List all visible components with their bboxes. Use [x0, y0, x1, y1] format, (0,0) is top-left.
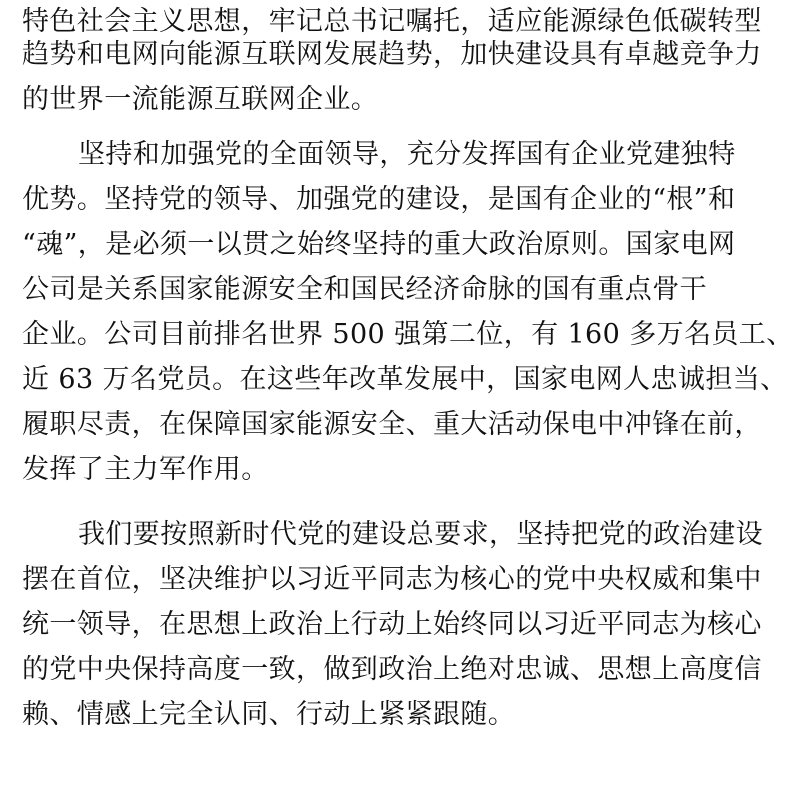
text-line: 的党中央保持高度一致，做到政治上绝对忠诚、思想上高度信 [22, 654, 762, 685]
text-line: 趋势和电网向能源互联网发展趋势，加快建设具有卓越竞争力 [22, 39, 762, 70]
paragraph-first-line: 坚持和加强党的全面领导，充分发挥国有企业党建独特 [78, 139, 736, 170]
text-line: 赖、情感上完全认同、行动上紧紧跟随。 [22, 699, 516, 730]
paragraph-first-line: 我们要按照新时代党的建设总要求，坚持把党的政治建设 [78, 519, 763, 550]
text-line: 的世界一流能源互联网企业。 [22, 84, 379, 115]
text-line: 发挥了主力军作用。 [22, 454, 269, 485]
text-line: 履职尽责，在保障国家能源安全、重大活动保电中冲锋在前， [22, 409, 762, 440]
text-line: 企业。公司目前排名世界 500 强第二位，有 160 多万名员工、 [22, 319, 794, 350]
text-line: 近 63 万名党员。在这些年改革发展中，国家电网人忠诚担当、 [22, 364, 788, 395]
text-line: 优势。坚持党的领导、加强党的建设，是国有企业的“根”和 [22, 184, 736, 215]
text-line: “魂”，是必须一以贯之始终坚持的重大政治原则。国家电网 [22, 229, 736, 260]
text-line: 特色社会主义思想，牢记总书记嘱托，适应能源绿色低碳转型 [22, 6, 762, 37]
text-line: 公司是关系国家能源安全和国民经济命脉的国有重点骨干 [22, 274, 707, 305]
text-line: 摆在首位，坚决维护以习近平同志为核心的党中央权威和集中 [22, 564, 762, 595]
text-line: 统一领导，在思想上政治上行动上始终同以习近平同志为核心 [22, 609, 762, 640]
